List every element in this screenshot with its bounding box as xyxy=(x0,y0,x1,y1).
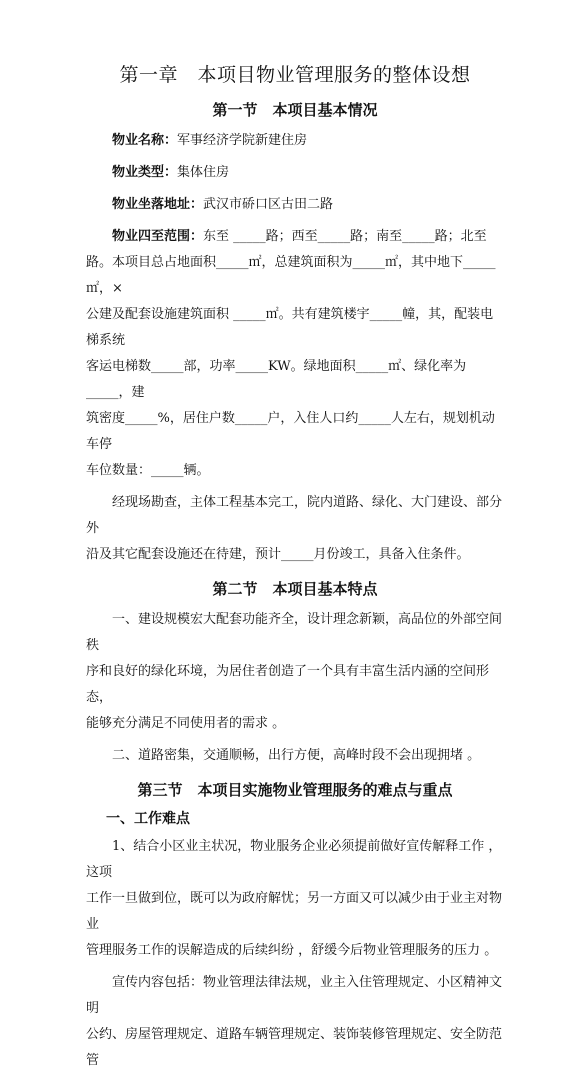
scope-text-1: 东至 _____路；西至_____路；南至_____路；北至 xyxy=(203,229,487,244)
difficulty-1-text-3: 管理服务工作的误解造成的后续纠纷 ，舒缓今后物业管理服务的压力 。 xyxy=(86,943,498,958)
chapter-title: 第一章 本项目物业管理服务的整体设想 xyxy=(119,64,471,86)
difficulty-1-text-2: 工作一旦做到位，既可以为政府解忧；另一方面又可以减少由于业主对物业 xyxy=(86,891,503,932)
scope-text-5: 筑密度_____%，居住户数_____户，入住人口约_____人左右，规划机动车停 xyxy=(86,411,495,452)
property-type-value: 集体住房 xyxy=(177,165,230,180)
property-address-line xyxy=(86,192,504,218)
promo-text-1: 宣传内容包括：物业管理法律法规，业主入住管理规定、小区精神文明 xyxy=(86,975,503,1016)
section-title-3: 第三节 本项目实施物业管理服务的难点与重点 xyxy=(137,781,453,799)
scope-text-6: 车位数量：_____辆。 xyxy=(86,463,210,478)
difficulty-1-text-1: 1、结合小区业主状况，物业服务企业必须提前做好宣传解释工作 ，这项 xyxy=(86,839,502,880)
subheading-difficulty: 一、工作难点 xyxy=(106,811,190,827)
property-type-line xyxy=(86,160,504,186)
property-name-line xyxy=(86,128,504,154)
feature-2-text-1: 二、道路密集，交通顺畅，出行方便，高峰时段不会出现拥堵 。 xyxy=(112,748,481,763)
scope-line xyxy=(86,224,504,250)
property-address-label: 物业坐落地址： xyxy=(112,197,204,212)
scope-text-4: 客运电梯数_____部，功率_____KW。绿地面积_____㎡、绿化率为_____，建 xyxy=(86,359,467,400)
feature-1-text-3: 能够充分满足不同使用者的需求 。 xyxy=(86,716,286,731)
scope-label: 物业四至范围： xyxy=(112,229,204,244)
scope-text-3: 公建及配套设施建筑面积 _____㎡。共有建筑楼宇_____幢，其，配装电梯系统 xyxy=(86,307,494,348)
feature-1-text-2: 序和良好的绿化环境，为居住者创造了一个具有丰富生活内涵的空间形态， xyxy=(86,664,490,705)
survey-text-2: 沿及其它配套设施还在待建，预计_____月份竣工，具备入住条件。 xyxy=(86,547,470,562)
property-name-value: 军事经济学院新建住房 xyxy=(177,133,308,148)
property-name-label: 物业名称： xyxy=(112,133,178,148)
property-type-label: 物业类型： xyxy=(112,165,178,180)
promo-text-2: 公约、房屋管理规定、道路车辆管理规定、装饰装修管理规定、安全防范管 xyxy=(86,1027,503,1068)
section-title-1: 第一节 本项目基本情况 xyxy=(212,101,378,119)
feature-1-text-1: 一、建设规模宏大配套功能齐全，设计理念新颖，高品位的外部空间秩 xyxy=(86,612,503,653)
scope-text-2: 路。本项目总占地面积_____㎡，总建筑面积为_____㎡，其中地下_____㎡，× xyxy=(86,255,496,296)
section-title-2: 第二节 本项目基本特点 xyxy=(212,580,378,598)
survey-text-1: 经现场勘查，主体工程基本完工，院内道路、绿化、大门建设、部分外 xyxy=(86,495,503,536)
property-address-value: 武汉市硚口区古田二路 xyxy=(203,197,334,212)
